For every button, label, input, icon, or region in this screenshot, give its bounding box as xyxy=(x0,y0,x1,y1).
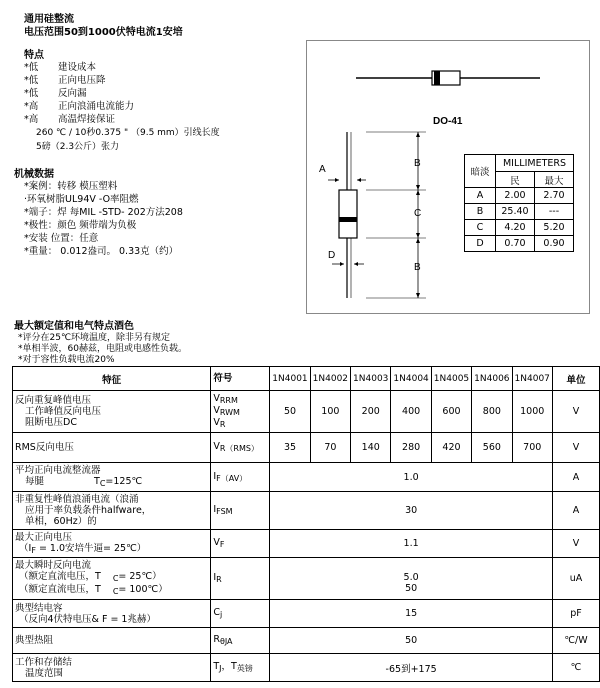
label-a: A xyxy=(319,164,326,175)
feature-item: *低 建设成本 xyxy=(24,62,97,73)
dimension-d xyxy=(332,262,364,266)
dim-row: A 2.00 2.70 xyxy=(465,188,574,204)
unit-cell: pF xyxy=(552,600,599,628)
label-d: D xyxy=(328,250,336,261)
value-cell: 30 xyxy=(270,492,553,530)
header-line-2: 电压范围50到1000伏特电流1安培 xyxy=(24,27,183,38)
mechanical-item: *端子：焊 每MIL -STD- 202方法208 xyxy=(24,207,183,218)
row-tj: 工作和存储结 温度范围 $T_J$，$T_{英镑}$ -65到+175 ℃ xyxy=(13,654,600,682)
unit-cell: V xyxy=(552,391,599,433)
unit-cell: A xyxy=(552,492,599,530)
feature-item: *高 正向浪涌电流能力 xyxy=(24,101,135,112)
value-cell: 140 xyxy=(351,433,391,463)
header-model: 1N4007 xyxy=(512,367,552,391)
symbol-iav: $I_{F(AV)}$ xyxy=(211,463,270,492)
row-vf: 最大正向电压 （$I_F = 1.0$安培牛逼= 25℃） $V_F$ 1.1 V xyxy=(13,530,600,558)
mechanical-item: *重量： 0.012盎司。 0.33克（约） xyxy=(24,246,179,257)
ratings-table xyxy=(12,366,600,682)
value-cell: 100 xyxy=(310,391,350,433)
header-model: 1N4006 xyxy=(472,367,512,391)
label-b-top: B xyxy=(414,158,421,169)
mechanical-item: *案例：转移 模压塑料 xyxy=(24,181,118,192)
diode-horizontal xyxy=(356,71,540,85)
symbol-rth: $R_{\theta JA}$ xyxy=(211,628,270,654)
unit-cell: ℃ xyxy=(552,654,599,682)
header-model: 1N4004 xyxy=(391,367,431,391)
ratings-note-1: *评分在25℃环境温度，除非另有规定 xyxy=(18,333,171,343)
header-unit: 单位 xyxy=(552,367,599,391)
header-model: 1N4005 xyxy=(431,367,471,391)
row-ifsm: 非重复性峰值浪涌电流（浪涌 应用于率负载条件halfware， 单相，60Hz）的 $I_{FSM}$ 30 A xyxy=(13,492,600,530)
value-cell: 50 xyxy=(270,391,310,433)
mechanical-item: *安装 位置：任意 xyxy=(24,233,99,244)
unit-cell: V xyxy=(552,433,599,463)
value-cell: 400 xyxy=(391,391,431,433)
symbol-ir: $I_R$ xyxy=(211,558,270,600)
row-rth: 典型热阻 $R_{\theta JA}$ 50 ℃/W xyxy=(13,628,600,654)
symbol-rms: $V_{R(RMS)}$ xyxy=(211,433,270,463)
mechanical-title: 机械数据 xyxy=(14,169,54,180)
value-cell: 5.0 50 xyxy=(270,558,553,600)
value-cell: 600 xyxy=(431,391,471,433)
value-cell: 1000 xyxy=(512,391,552,433)
header-model: 1N4002 xyxy=(310,367,350,391)
feature-item: *低 正向电压降 xyxy=(24,75,106,86)
mechanical-item: ·环氧树脂UL94V -O率阻燃 xyxy=(24,194,139,205)
symbol-cj: $C_j$ xyxy=(211,600,270,628)
feature-item: *低 反向漏 xyxy=(24,88,87,99)
symbol-vf: $V_F$ xyxy=(211,530,270,558)
value-cell: 280 xyxy=(391,433,431,463)
value-cell: 420 xyxy=(431,433,471,463)
header-line-1: 通用硅整流 xyxy=(24,14,74,25)
value-cell: 560 xyxy=(472,433,512,463)
solder-spec-line-2: 5磅（2.3公斤）张力 xyxy=(36,142,120,152)
dim-table-max-header: 最大 xyxy=(535,172,574,188)
unit-cell: ℃/W xyxy=(552,628,599,654)
ratings-title: 最大额定值和电气特点酒色 xyxy=(14,321,134,332)
header-characteristic: 特征 xyxy=(13,367,211,391)
dim-table-corner: 暗淡 xyxy=(465,155,496,188)
row-vrrm: 反向重复峰值电压 工作峰值反向电压 阻断电压DC $V_{RRM}$ $V_{RWM}$ $V_R$ 50 100 200 400 600 800 1000 V xyxy=(13,391,600,433)
dim-table-unit: MILLIMETERS xyxy=(496,155,574,172)
ratings-note-3: *对于容性负载电流20% xyxy=(18,355,115,365)
features-title: 特点 xyxy=(24,50,44,61)
mechanical-item: *极性：颜色 频带端为负极 xyxy=(24,220,137,231)
dim-row: B 25.40 --- xyxy=(465,204,574,220)
label-c: C xyxy=(414,208,422,219)
header-model: 1N4003 xyxy=(351,367,391,391)
value-cell: 1.1 xyxy=(270,530,553,558)
dim-row: D 0.70 0.90 xyxy=(465,236,574,252)
ratings-note-2: *单相半波，60赫兹，电阻或电感性负载。 xyxy=(18,344,187,354)
dimension-table xyxy=(464,154,574,252)
header-symbol: 符号 xyxy=(211,367,270,391)
label-b-bottom: B xyxy=(414,262,421,273)
dim-row: C 4.20 5.20 xyxy=(465,220,574,236)
value-cell: 50 xyxy=(270,628,553,654)
value-cell: 200 xyxy=(351,391,391,433)
row-iav: 平均正向电流整流器 每腿 $T_C=125℃$ $I_{F(AV)}$ 1.0 A xyxy=(13,463,600,492)
solder-spec-line-1: 260 ℃ / 10秒0.375 " （9.5 mm）引线长度 xyxy=(36,128,220,138)
value-cell: 1.0 xyxy=(270,463,553,492)
ratings-header-row xyxy=(13,367,600,391)
header-model: 1N4001 xyxy=(270,367,310,391)
unit-cell: uA xyxy=(552,558,599,600)
value-cell: -65到+175 xyxy=(270,654,553,682)
row-rms: RMS反向电压 $V_{R(RMS)}$ 35 70 140 280 420 560 700 V xyxy=(13,433,600,463)
row-ir: 最大瞬时反向电流 （额定直流电压，T $_C$= 25℃） （额定直流电压，T $_C$= 100℃） $I_R$ 5.0 50 uA xyxy=(13,558,600,600)
value-cell: 35 xyxy=(270,433,310,463)
value-cell: 70 xyxy=(310,433,350,463)
diode-vertical xyxy=(339,132,357,298)
unit-cell: A xyxy=(552,463,599,492)
package-name: DO-41 xyxy=(433,116,463,127)
unit-cell: V xyxy=(552,530,599,558)
value-cell: 15 xyxy=(270,600,553,628)
symbol-tj: $T_J$，$T_{英镑}$ xyxy=(211,654,270,682)
value-cell: 800 xyxy=(472,391,512,433)
row-cj: 典型结电容 （反向4伏特电压& F = 1兆赫） $C_j$ 15 pF xyxy=(13,600,600,628)
feature-item: *高 高温焊接保证 xyxy=(24,114,116,125)
symbol-ifsm: $I_{FSM}$ xyxy=(211,492,270,530)
symbol-vrrm: $V_{RRM}$ $V_{RWM}$ $V_R$ xyxy=(211,391,270,433)
value-cell: 700 xyxy=(512,433,552,463)
dim-table-min-header: 民 xyxy=(496,172,535,188)
